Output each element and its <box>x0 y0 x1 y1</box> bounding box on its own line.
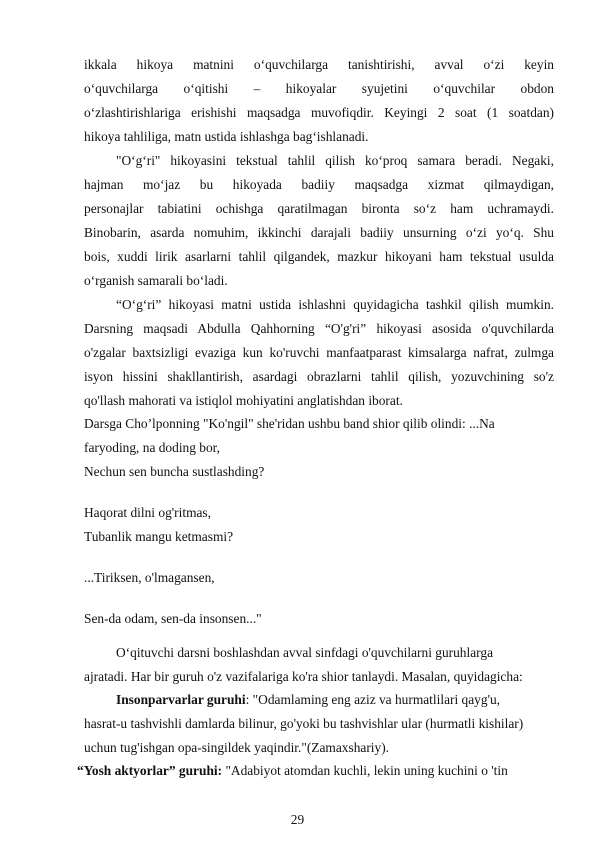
group-text: "Adabiyot atomdan kuchli, lekin uning kuchini o 'tin <box>222 763 508 778</box>
text-line: hikoya tahliliga, matn ustida ishlashga bag‘ishlanadi. <box>84 129 369 144</box>
text-line: hajman mo‘jaz bu hikoyada badiiy maqsadga xizmat qilmaydigan, <box>84 177 554 192</box>
poem-line: ...Tiriksen, o'lmagansen, <box>84 570 215 585</box>
group-label: “Yosh aktyorlar” guruhi: <box>77 763 223 778</box>
group-label: Insonparvarlar guruhi <box>116 692 246 707</box>
text-line: “O‘g‘ri” hikoyasi matni ustida ishlashni quyidagicha tashkil qilish mumkin. <box>116 297 554 312</box>
group-yosh-aktyorlar <box>77 763 554 779</box>
text-line: ajratadi. Har bir guruh o'z vazifalariga ko'ra shior tanlaydi. Masalan, quyidagicha: <box>84 669 523 684</box>
page-number: 29 <box>290 812 305 827</box>
text-line: "O‘g‘ri" hikoyasini tekstual tahlil qilish ko‘proq samara beradi. Negaki, <box>116 153 554 168</box>
text-line: o‘zlashtirishlariga erishishi maqsadga muvofiqdir. Keyingi 2 soat (1 soatdan) <box>84 105 554 120</box>
group-insonparvarlar <box>116 692 554 708</box>
group-text: : "Odamlaming eng aziz va hurmatlilari qayg'u, <box>245 692 501 707</box>
poem-line: faryoding, na doding bor, <box>84 440 220 455</box>
poem-line: Tubanlik mangu ketmasmi? <box>84 529 234 544</box>
poem-intro: Darsga Cho’lponning "Ko'ngil" she'ridan ushbu band shior qilib olindi: ...Na <box>84 416 495 431</box>
poem-line: Nechun sen buncha sustlashding? <box>84 464 265 479</box>
text-line: ikkala hikoya matnini o‘quvchilarga tanishtirishi, avval o‘zi keyin <box>84 57 554 72</box>
text-line: bois, xuddi lirik asarlarni tahlil qilgandek, mazkur hikoyani ham tekstual usulda <box>84 249 554 264</box>
text-line: isyon hissini shakllantirish, asardagi obrazlarni tahlil qilish, yozuvchining so'z <box>84 369 554 384</box>
text-line: o‘rganish samarali bo‘ladi. <box>84 273 228 288</box>
poem-line: Haqorat dilni og'ritmas, <box>84 505 211 520</box>
text-line: Darsning maqsadi Abdulla Qahhorning “O'g'ri” hikoyasi asosida o'quvchilarda <box>84 321 554 336</box>
text-line: qo'llash mahorati va istiqlol mohiyatini anglatishdan iborat. <box>84 393 403 408</box>
text-line: personajlar tabiatini ochishga qaratilmagan bironta so‘z ham uchramaydi. <box>84 201 554 216</box>
text-line: hasrat-u tashvishli damlarda bilinur, go'yoki bu tashvishlar ular (hurmatli kishilar) <box>84 716 524 731</box>
text-line: o'zgalar baxtsizligi evaziga kun ko'ruvchi manfaatparast kimsalarga nafrat, zulmga <box>84 345 554 360</box>
poem-line: Sen-da odam, sen-da insonsen..." <box>84 611 262 626</box>
text-line: o‘quvchilarga o‘qitishi – hikoyalar syujetini o‘quvchilar obdon <box>84 81 554 96</box>
text-line: O‘qituvchi darsni boshlashdan avval sinfdagi o'quvchilarni guruhlarga <box>116 645 494 660</box>
text-line: uchun tug'ishgan opa-singildek yaqindir."(Zamaxshariy). <box>84 740 390 755</box>
text-line: Binobarin, asarda nomuhim, ikkinchi darajali badiiy unsurning o‘zi yo‘q. Shu <box>84 225 554 240</box>
